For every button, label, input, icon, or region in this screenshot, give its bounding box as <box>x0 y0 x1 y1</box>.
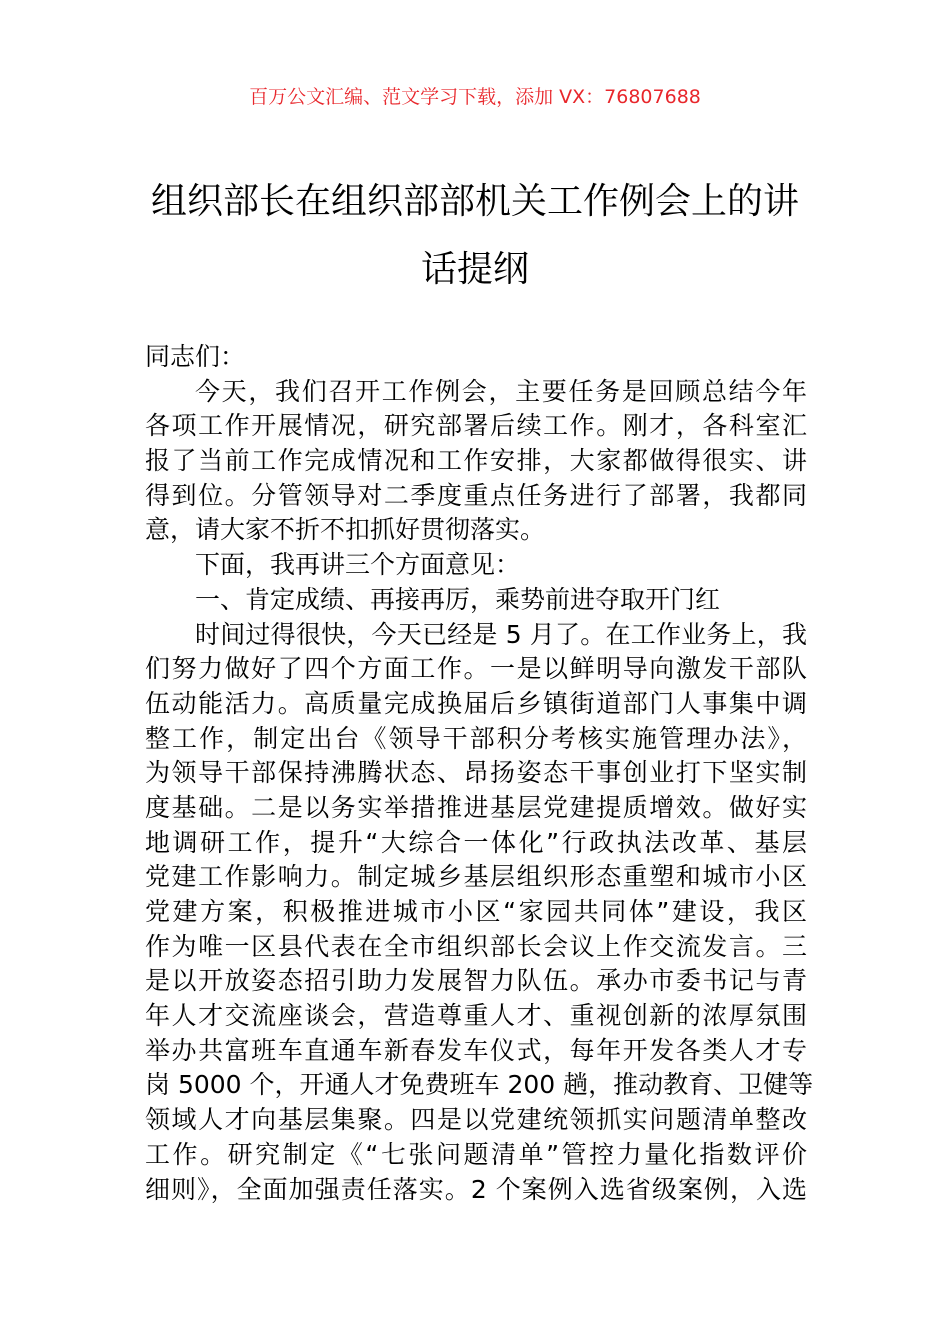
text-line: 度基础。二是以务实举措推进基层党建提质增效。做好实 <box>145 792 807 822</box>
document-body <box>145 340 814 1207</box>
paragraph-achievements <box>145 618 814 1208</box>
text-line: 整工作，制定出台《领导干部积分考核实施管理办法》， <box>145 723 807 753</box>
text-line: 是以开放姿态招引助力发展智力队伍。承办市委书记与青 <box>145 966 807 996</box>
paragraph-transition: 下面，我再讲三个方面意见： <box>195 550 521 580</box>
text-line: 细则》，全面加强责任落实。2 个案例入选省级案例，入选 <box>145 1174 807 1204</box>
text-line: 伍动能活力。高质量完成换届后乡镇街道部门人事集中调 <box>145 688 807 718</box>
text-line: 党建工作影响力。制定城乡基层组织形态重塑和城市小区 <box>145 862 807 892</box>
section-heading-1: 一、肯定成绩、再接再厉，乘势前进夺取开门红 <box>195 584 721 614</box>
text-line: 们努力做好了四个方面工作。一是以鲜明导向激发干部队 <box>145 654 807 684</box>
text-line: 今天，我们召开工作例会，主要任务是回顾总结今年 <box>195 376 807 406</box>
text-line: 党建方案，积极推进城市小区“家园共同体”建设，我区 <box>145 897 807 926</box>
text-line: 领域人才向基层集聚。四是以党建统领抓实问题清单整改 <box>145 1105 807 1135</box>
text-line: 地调研工作，提升“大综合一体化”行政执法改革、基层 <box>145 827 807 857</box>
text-line: 作为唯一区县代表在全市组织部长会议上作交流发言。三 <box>145 931 807 961</box>
text-line: 报了当前工作完成情况和工作安排，大家都做得很实、讲 <box>145 446 807 476</box>
text-line: 意，请大家不折不扣抓好贯彻落实。 <box>145 515 546 545</box>
paragraph-intro <box>145 375 807 548</box>
text-line: 为领导干部保持沸腾状态、昂扬姿态干事创业打下坚实制 <box>145 758 807 788</box>
salutation: 同志们： <box>145 342 246 371</box>
text-line: 举办共富班车直通车新春发车仪式，每年开发各类人才专 <box>145 1035 807 1065</box>
text-line: 时间过得很快，今天已经是 5 月了。在工作业务上，我 <box>195 619 807 649</box>
text-line: 年人才交流座谈会，营造尊重人才、重视创新的浓厚氛围 <box>145 1001 807 1031</box>
document-title-line-1: 组织部长在组织部部机关工作例会上的讲 <box>150 181 799 222</box>
text-line: 工作。研究制定《“七张问题清单”管控力量化指数评价 <box>145 1139 807 1169</box>
text-line: 各项工作开展情况，研究部署后续工作。刚才，各科室汇 <box>145 411 807 441</box>
text-line: 岗 5000 个，开通人才免费班车 200 趟，推动教育、卫健等 <box>145 1070 814 1100</box>
document-title-line-2: 话提纲 <box>420 249 529 290</box>
watermark-text: 百万公文汇编、范文学习下载，添加 VX：76807688 <box>249 86 701 108</box>
text-line: 得到位。分管领导对二季度重点任务进行了部署，我都同 <box>145 480 807 510</box>
